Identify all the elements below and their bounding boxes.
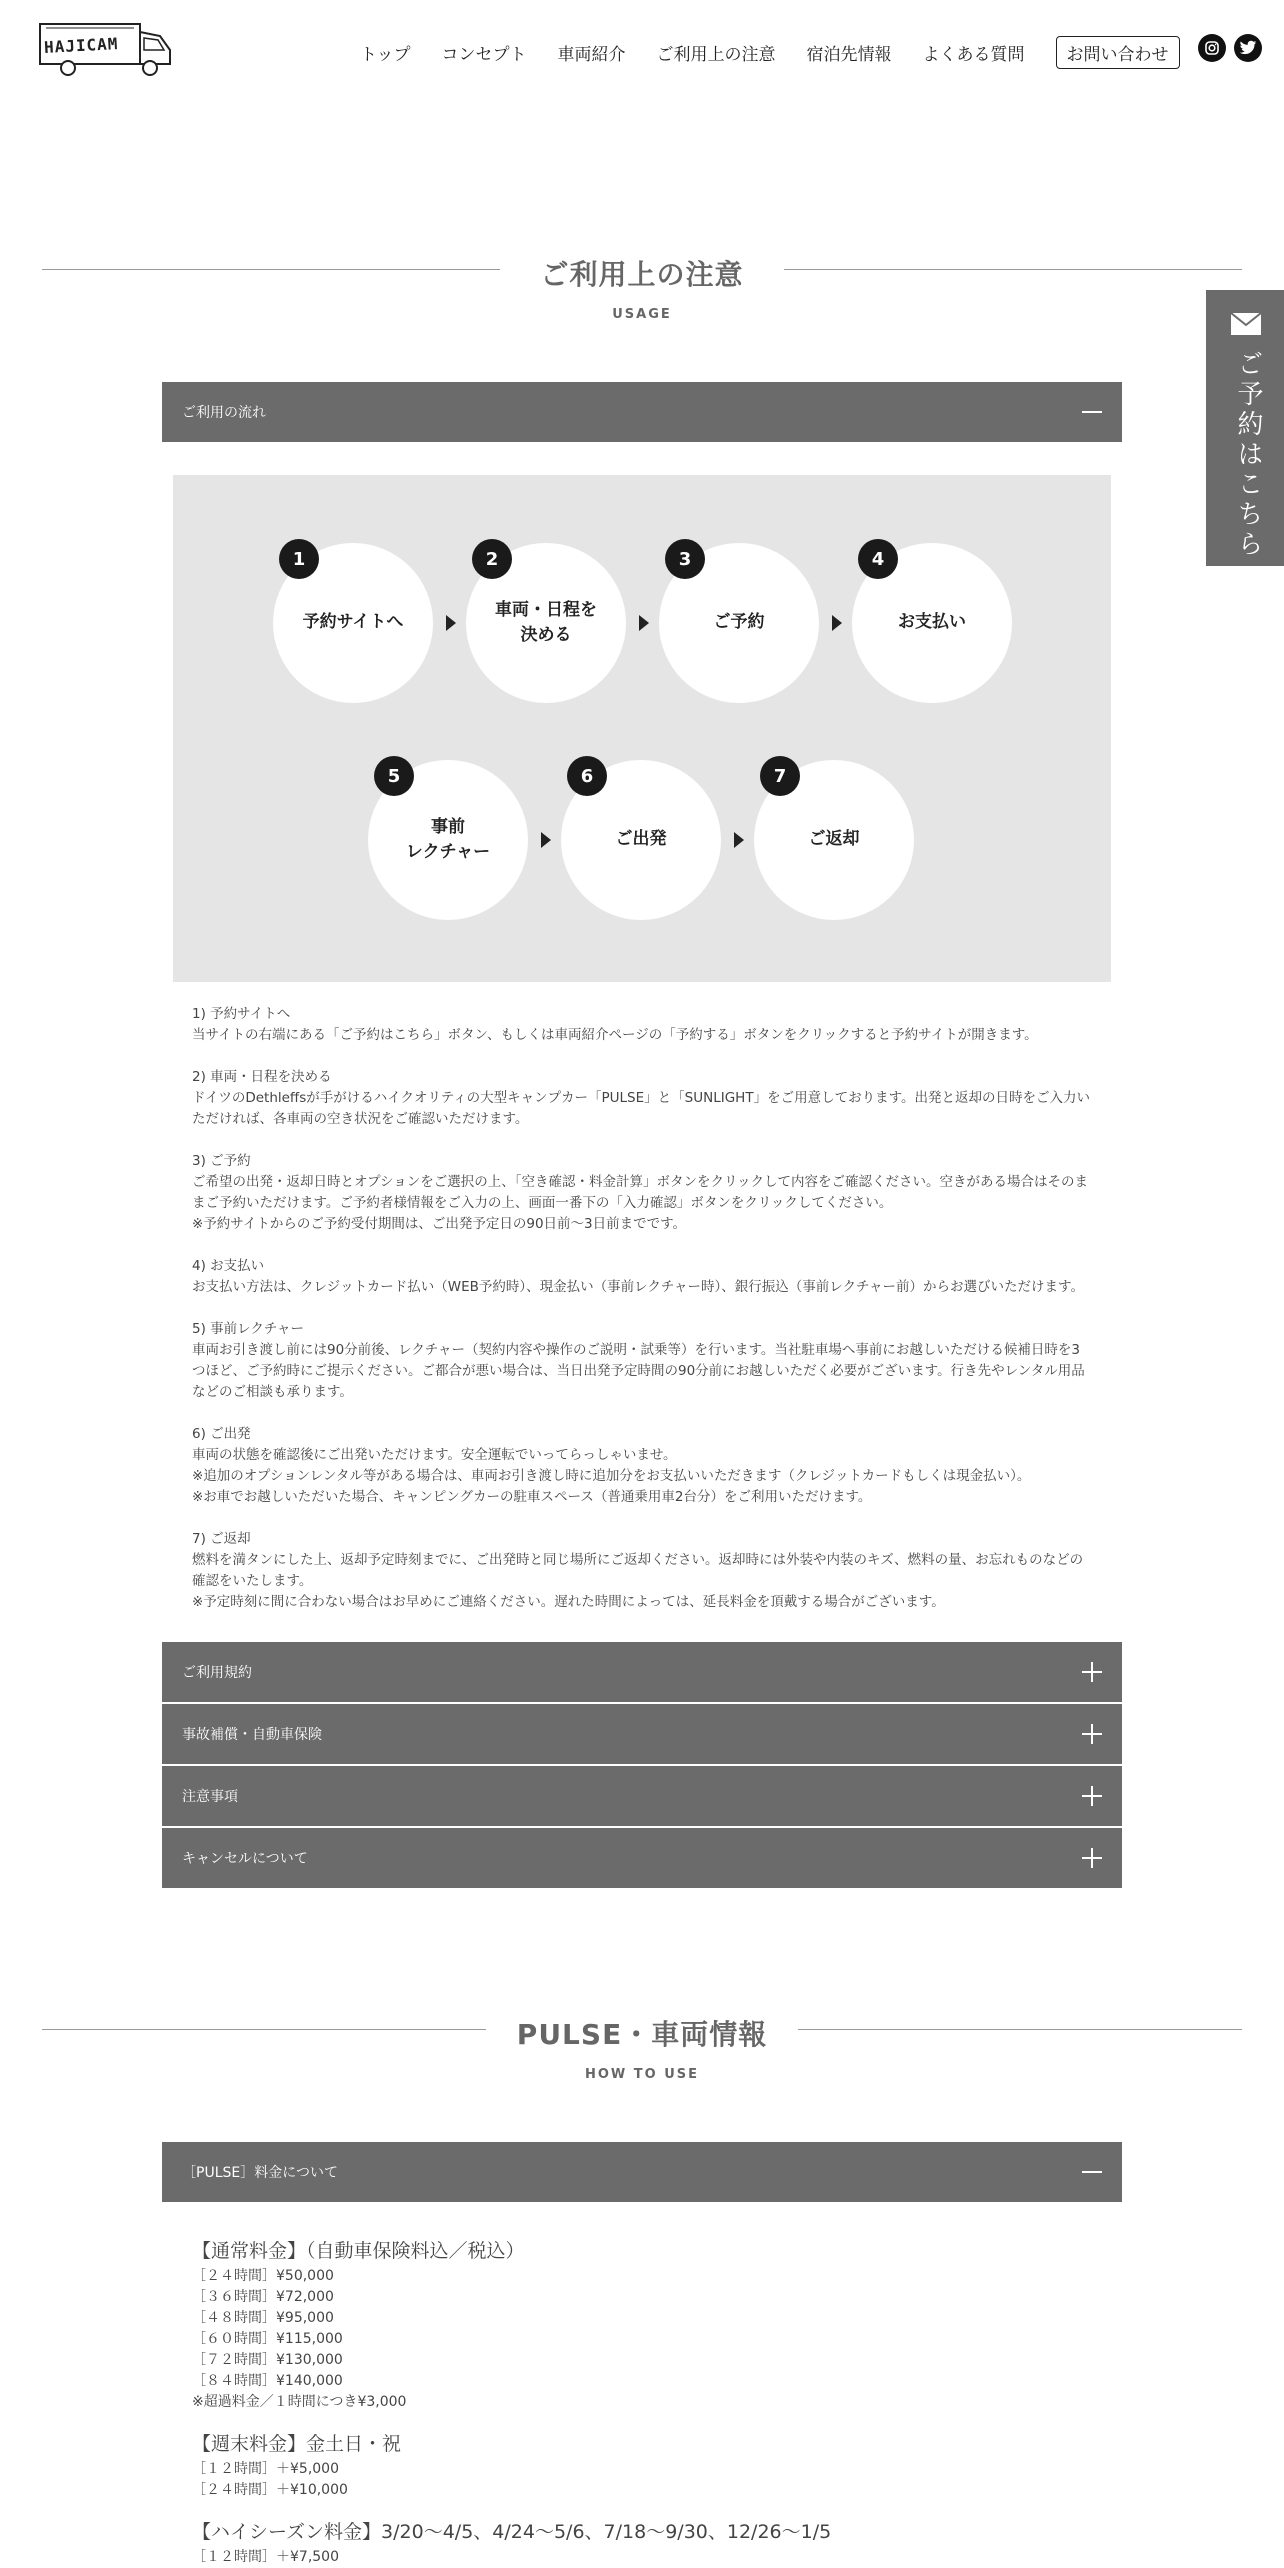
detail-5 [192,1319,1092,1403]
detail-text: ご希望の出発・返却日時とオプションをご選択の上、「空き確認・料金計算」ボタンをクリックして内容をご確認ください。空きがある場合はそのままご予約いただけます。ご予約者様情報をご入力の上、画面一番下の「入力確認」ボタンをクリックしてください。 [192,1174,1088,1211]
pulse-section-title [0,2013,1284,2082]
step-label: 車両・日程を 決める [495,599,597,645]
contact-button[interactable]: お問い合わせ [1056,36,1180,69]
step-label: 予約サイトへ [302,612,404,633]
hajicam-logo[interactable] [38,18,176,80]
detail-2 [192,1067,1092,1130]
nav-top[interactable]: トップ [360,45,411,65]
arrow-right-icon [541,832,551,848]
price-block-high-season [192,2519,1092,2568]
price-line: ［７２時間］¥130,000 [192,2352,343,2368]
arrow-right-icon [639,615,649,631]
price-note: ※超過料金／１時間につき¥3,000 [192,2394,407,2410]
step-label: ご出発 [615,829,667,850]
accordion-flow-label: ご利用の流れ [182,405,266,421]
step-label: お支払い [898,612,966,633]
twitter-icon[interactable] [1234,34,1262,62]
accordion-terms[interactable] [162,1642,1122,1702]
step-label: ご予約 [713,612,765,633]
accordion-insurance[interactable] [162,1704,1122,1764]
detail-note: ※予約サイトからのご予約受付期間は、ご出発予定日の90日前〜3日前までです。 [192,1216,687,1232]
title-rule-left [42,2029,486,2030]
detail-3 [192,1151,1092,1235]
title-rule-left [42,269,500,270]
pulse-title: PULSE・車両情報 [516,2018,768,2051]
detail-heading: 6) ご出発 [192,1426,251,1442]
instagram-icon[interactable] [1198,34,1226,62]
price-heading: 【週末料金】金土日・祝 [192,2433,402,2455]
accordion-label: 注意事項 [182,1789,238,1805]
price-line: ［１２時間］＋¥7,500 [192,2549,339,2565]
detail-text: 車両の状態を確認後にご出発いただけます。安全運転でいってらっしゃいませ。 [192,1447,677,1463]
nav-lodging[interactable]: 宿泊先情報 [806,45,892,65]
detail-note: ※予定時刻に間に合わない場合はお早めにご連絡ください。遅れた時間によっては、延長料金を頂戴する場合がございます。 [192,1594,945,1610]
detail-heading: 3) ご予約 [192,1153,251,1169]
step-number-badge: 6 [567,756,607,796]
step-label: ご返却 [808,829,860,850]
arrow-right-icon [446,615,456,631]
usage-title: ご利用上の注意 [540,258,744,291]
accordion-flow[interactable] [162,382,1122,442]
detail-7 [192,1529,1092,1613]
step-number-badge: 4 [858,539,898,579]
accordion-cancel[interactable] [162,1828,1122,1888]
detail-heading: 7) ご返却 [192,1531,251,1547]
price-line: ［１２時間］＋¥5,000 [192,2461,339,2477]
arrow-right-icon [734,832,744,848]
price-line: ［３６時間］¥72,000 [192,2289,334,2305]
accordion-label: ご利用規約 [182,1665,252,1681]
step-number-badge: 3 [665,539,705,579]
reservation-label: ご予約はこちら [1233,350,1263,560]
minus-icon [1082,402,1102,422]
step-number-badge: 7 [760,756,800,796]
flow-diagram [173,475,1111,982]
accordion-label: 事故補償・自動車保険 [182,1727,322,1743]
detail-text: お支払い方法は、クレジットカード払い（WEB予約時）、現金払い（事前レクチャー時）、銀行振込（事前レクチャー前）からお選びいただけます。 [192,1279,1084,1295]
title-rule-right [798,2029,1242,2030]
plus-icon [1082,1662,1102,1682]
accordion-label: キャンセルについて [182,1851,308,1867]
pulse-subtitle: HOW TO USE [584,2067,700,2082]
detail-text: 当サイトの右端にある「ご予約はこちら」ボタン、もしくは車両紹介ページの「予約する」ボタンをクリックすると予約サイトが開きます。 [192,1027,1038,1043]
accordion-notes[interactable] [162,1766,1122,1826]
nav-usage[interactable]: ご利用上の注意 [656,45,776,65]
usage-subtitle: USAGE [612,307,672,322]
detail-1 [192,1004,1092,1046]
price-block-regular [192,2238,1092,2413]
title-rule-right [784,269,1242,270]
detail-4 [192,1256,1092,1298]
detail-text: 燃料を満タンにした上、返却予定時刻までに、ご出発時と同じ場所にご返却ください。返却時には外装や内装のキズ、燃料の量、お忘れものなどの確認をいたします。 [192,1552,1084,1589]
price-line: ［８４時間］¥140,000 [192,2373,343,2389]
detail-heading: 4) お支払い [192,1258,265,1274]
logo-text: HAJICAM [43,34,119,57]
detail-heading: 5) 事前レクチャー [192,1321,304,1337]
usage-section-title [0,253,1284,322]
pulse-pricing [192,2238,1092,2568]
detail-text: ドイツのDethleffsが手がけるハイクオリティの大型キャンプカー「PULSE」と「SUNLIGHT」をご用意しております。出発と返却の日時をご入力いただければ、各車両の空き状況をご確認いただけます。 [192,1090,1090,1127]
detail-text: 車両お引き渡し前には90分前後、レクチャー（契約内容や操作のご説明・試乗等）を行います。当社駐車場へ事前にお越しいただける候補日時を3つほど、ご予約時にご提示ください。ご都合が悪い場合は、当日出発予定時間の90分前にお越しいただく必要がございます。行き先やレンタル用品などのご相談も承ります。 [192,1342,1085,1400]
plus-icon [1082,1724,1102,1744]
price-line: ［４８時間］¥95,000 [192,2310,334,2326]
nav-concept[interactable]: コンセプト [441,45,527,65]
plus-icon [1082,1786,1102,1806]
arrow-right-icon [832,615,842,631]
accordion-pulse-pricing[interactable] [162,2142,1122,2202]
price-line: ［２４時間］¥50,000 [192,2268,334,2284]
detail-note: ※追加のオプションレンタル等がある場合は、車両お引き渡し時に追加分をお支払いいただきます（クレジットカードもしくは現金払い）。 [192,1468,1031,1484]
nav-faq[interactable]: よくある質問 [922,45,1025,65]
detail-heading: 2) 車両・日程を決める [192,1069,332,1085]
price-heading: 【通常料金】（自動車保険料込／税込） [192,2240,525,2262]
minus-icon [1082,2162,1102,2182]
detail-6 [192,1424,1092,1508]
social-links [1198,34,1262,62]
flow-details [192,1004,1092,1634]
accordion-label: ［PULSE］料金について [182,2165,338,2181]
site-header [0,0,1284,100]
price-heading: 【ハイシーズン料金】3/20〜4/5、4/24〜5/6、7/18〜9/30、12/26〜1/5 [192,2521,832,2543]
main-nav [360,36,1180,69]
step-number-badge: 5 [374,756,414,796]
plus-icon [1082,1848,1102,1868]
price-line: ［６０時間］¥115,000 [192,2331,343,2347]
price-line: ［２４時間］＋¥10,000 [192,2482,348,2498]
nav-vehicles[interactable]: 車両紹介 [557,45,626,65]
step-number-badge: 2 [472,539,512,579]
reservation-side-tab[interactable] [1206,290,1284,566]
detail-heading: 1) 予約サイトへ [192,1006,291,1022]
step-label: 事前 レクチャー [405,816,491,862]
price-block-weekend [192,2431,1092,2501]
step-number-badge: 1 [279,539,319,579]
detail-note: ※お車でお越しいただいた場合、キャンピングカーの駐車スペース（普通乗用車2台分）をご利用いただけます。 [192,1489,872,1505]
